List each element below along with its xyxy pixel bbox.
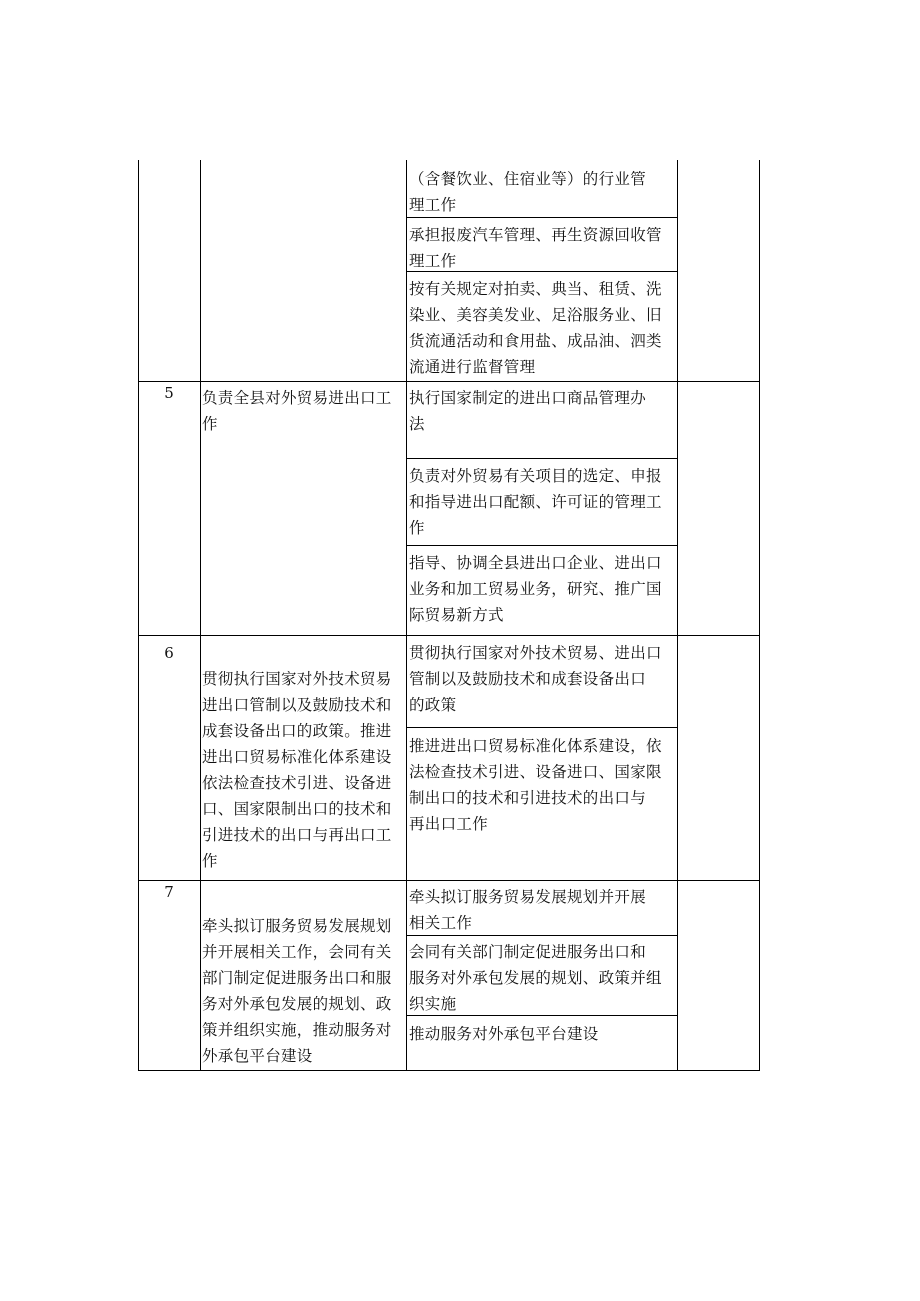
table-border-left — [138, 160, 139, 1071]
duty-item: 按有关规定对拍卖、典当、租赁、洗 染业、美容美发业、足浴服务业、旧 货流通活动和食用盐、成品油、泗类 流通进行监督管理 — [409, 280, 662, 376]
duty-item: 承担报废汽车管理、再生资源回收管 理工作 — [409, 226, 662, 270]
table-divider — [200, 160, 201, 1071]
duty-item: 指导、协调全县进出口企业、进出口 业务和加工贸易业务，研究、推广国 际贸易新方式 — [409, 554, 662, 624]
row-separator — [138, 635, 760, 636]
row-number: 5 — [164, 384, 174, 402]
main-task: 贯彻执行国家对外技术贸易 进出口管制以及鼓励技术和 成套设备出口的政策。推进 进出口贸易标准化体系建设 依法检查技术引进、设备进 口、国家限制出口的技术和 引进技术的出口与再出口工 作 — [202, 670, 392, 870]
duty-item: 推动服务对外承包平台建设 — [409, 1025, 599, 1043]
row-number: 7 — [164, 883, 174, 901]
item-separator — [406, 458, 678, 459]
item-separator — [406, 727, 678, 728]
duty-item: 执行国家制定的进出口商品管理办 法 — [409, 389, 647, 433]
table-border-right — [759, 160, 760, 1071]
duty-item: 牵头拟订服务贸易发展规划并开展 相关工作 — [409, 888, 647, 932]
main-task: 牵头拟订服务贸易发展规划 并开展相关工作，会同有关 部门制定促进服务出口和服 务对外承包发展的规划、政 策并组织实施，推动服务对 外承包平台建设 — [202, 917, 392, 1065]
duty-item: 推进进出口贸易标准化体系建设，依 法检查技术引进、设备进口、国家限 制出口的技术和引进技术的出口与 再出口工作 — [409, 737, 662, 833]
item-separator — [406, 545, 678, 546]
duty-item: （含餐饮业、住宿业等）的行业管 理工作 — [409, 170, 647, 214]
row-separator — [138, 381, 760, 382]
duty-item: 会同有关部门制定促进服务出口和 服务对外承包发展的规划、政策并组 织实施 — [409, 943, 662, 1013]
main-task: 负责全县对外贸易进出口工 作 — [202, 389, 392, 433]
duty-item: 贯彻执行国家对外技术贸易、进出口 管制以及鼓励技术和成套设备出口 的政策 — [409, 644, 662, 714]
row-separator — [138, 880, 760, 881]
duty-item: 负责对外贸易有关项目的选定、申报 和指导进出口配额、许可证的管理工 作 — [409, 467, 662, 537]
row-number: 6 — [164, 644, 174, 662]
table-border-bottom — [138, 1070, 760, 1071]
